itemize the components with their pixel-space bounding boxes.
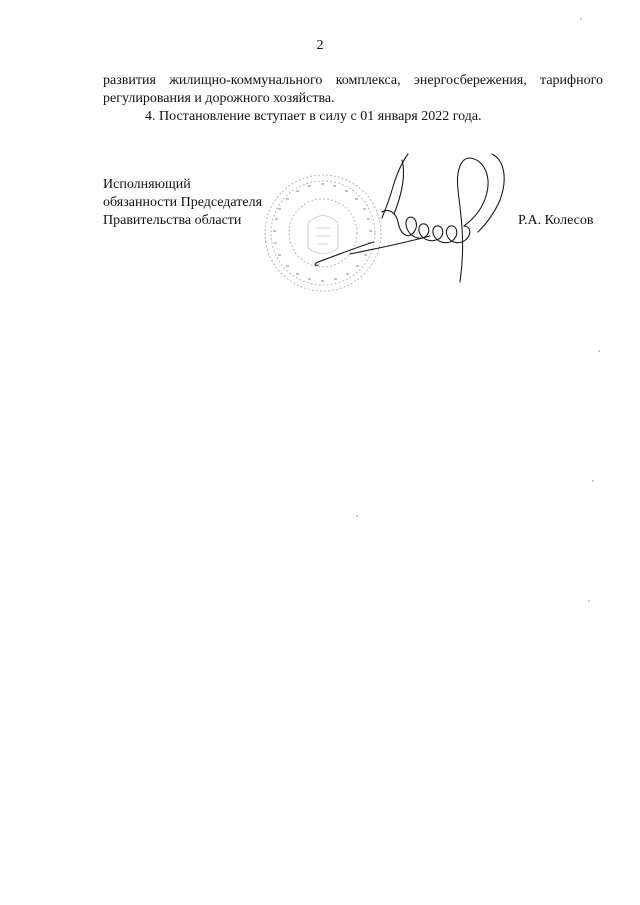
- signer-position: [103, 176, 262, 230]
- handwritten-signature: [310, 150, 520, 290]
- scan-speck: [356, 515, 358, 517]
- body-paragraph-continued: [103, 72, 603, 108]
- page-number: 2: [316, 38, 324, 53]
- body-line: развития жилищно-коммунального комплекса, энергосбережения, тарифного: [103, 73, 603, 88]
- body-paragraph-clause-4: 4. Постановление вступает в силу с 01 января 2022 года.: [145, 109, 482, 124]
- scan-speck: [598, 350, 600, 352]
- scan-speck: [592, 480, 594, 482]
- scan-speck: [588, 600, 590, 602]
- signer-position-line: Исполняющий: [103, 177, 191, 192]
- scan-speck: [580, 18, 582, 20]
- signer-name: Р.А. Колесов: [518, 213, 594, 228]
- body-line: регулирования и дорожного хозяйства.: [103, 91, 335, 106]
- signer-position-line: обязанности Председателя: [103, 195, 263, 210]
- signer-position-line: Правительства области: [103, 213, 242, 228]
